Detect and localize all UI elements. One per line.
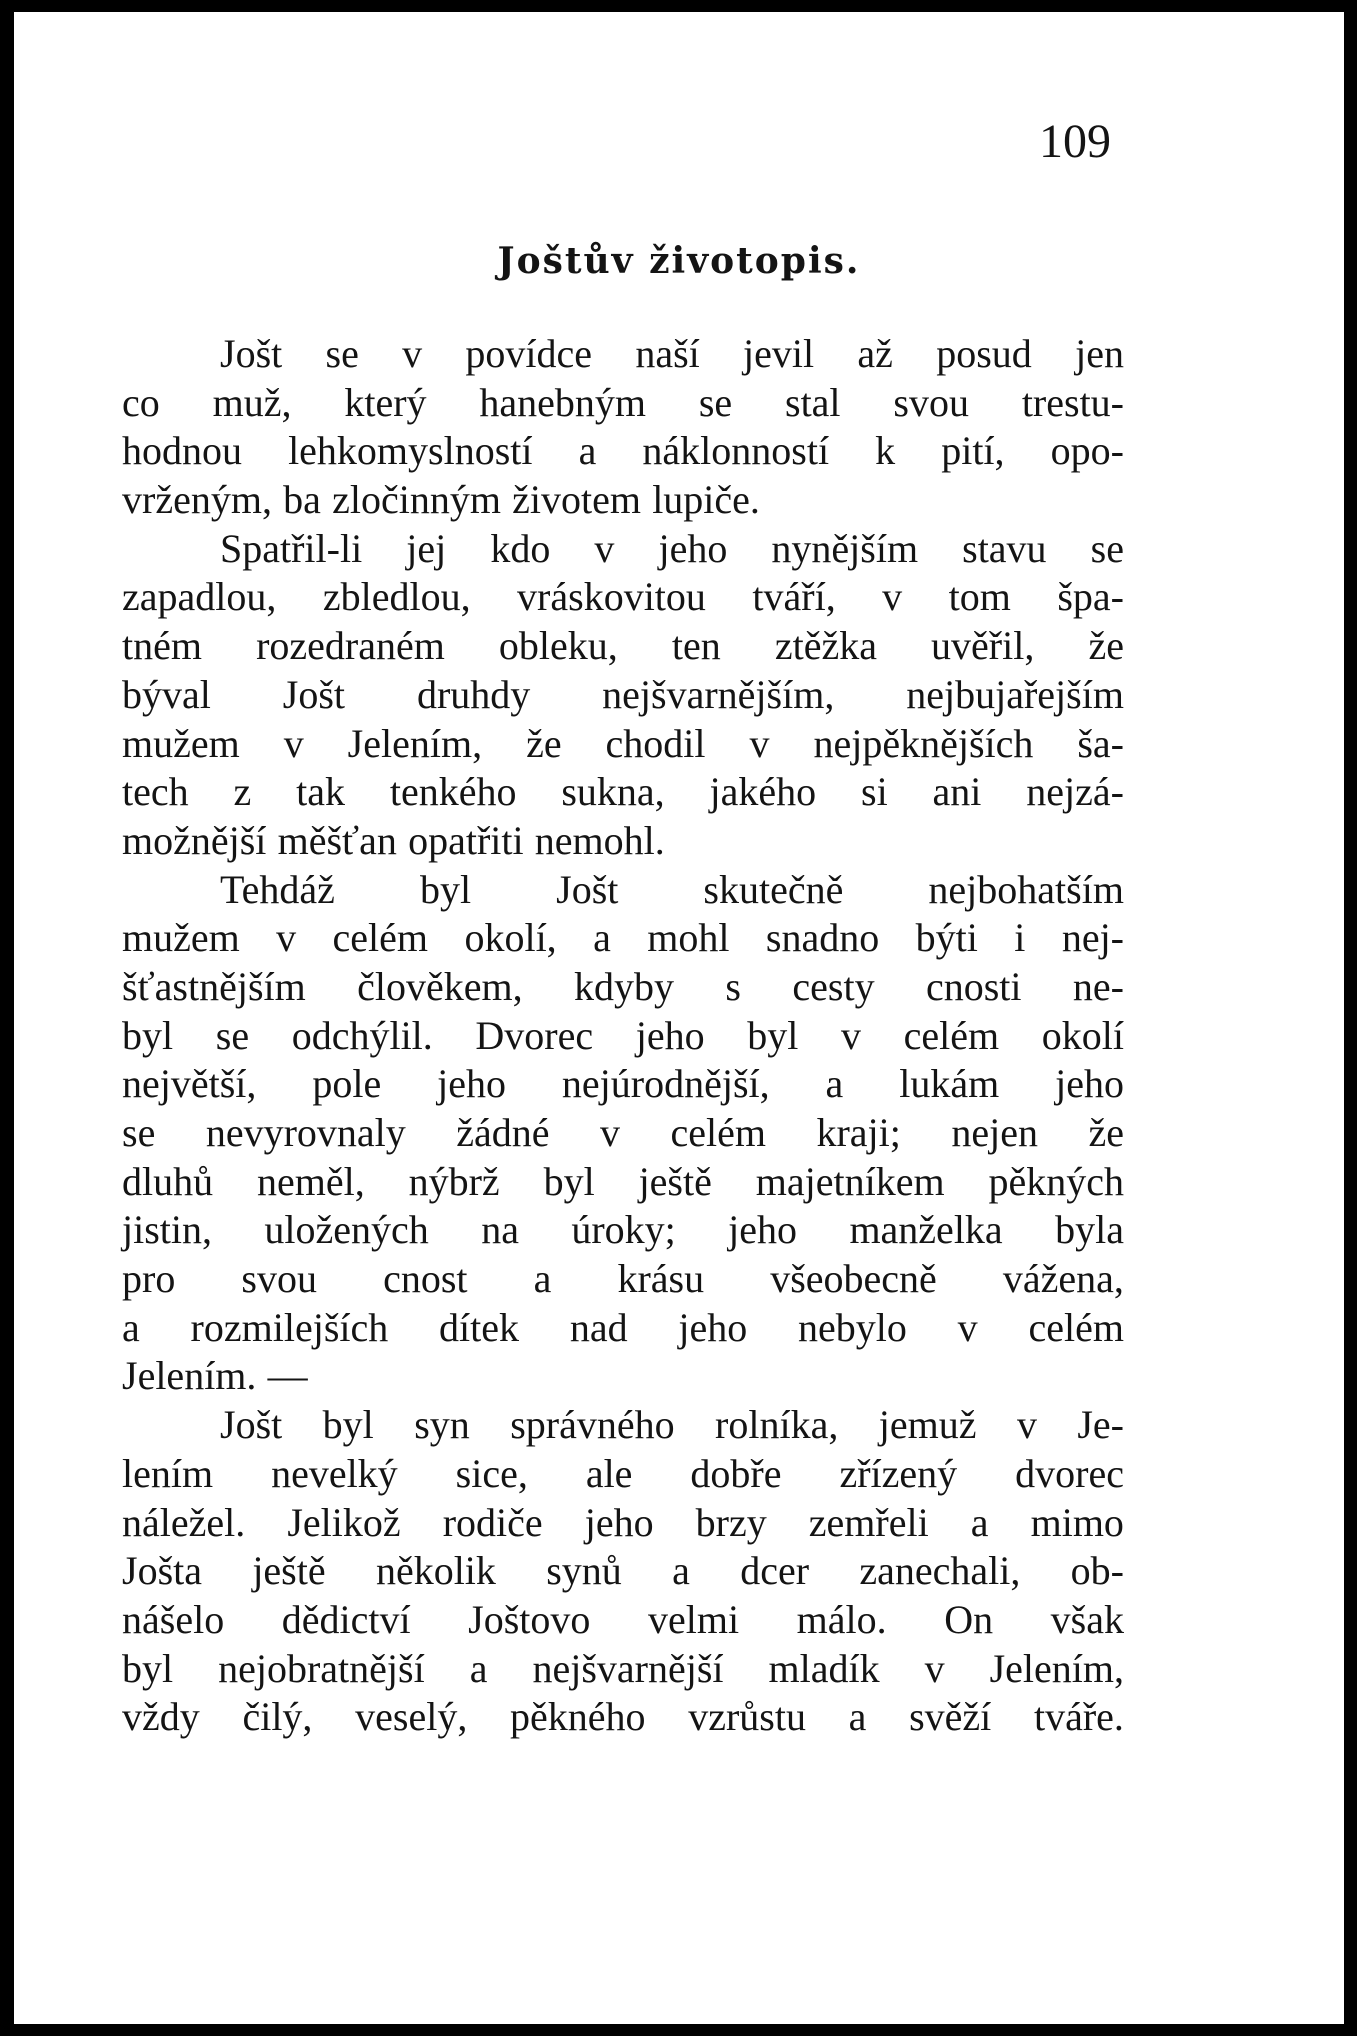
word: dobře [690,1450,782,1496]
word: brzy [695,1499,767,1545]
word: pěkných [988,1158,1124,1204]
word: ne- [1072,963,1124,1009]
word: a [848,1694,867,1740]
word: mohl [647,915,730,961]
word: životem [512,477,641,523]
word: nášelo [122,1596,225,1642]
text-line [122,817,1124,866]
word: ten [671,623,721,669]
word: nevelký [271,1450,398,1496]
word: v [957,1304,978,1350]
word: Jošt [282,671,346,717]
word: pití, [941,428,1005,474]
word: v [594,525,615,571]
word: rodiče [442,1499,543,1545]
text-line [122,1206,1124,1255]
word: v [882,574,903,620]
word: si [861,769,888,815]
word: vždy [122,1694,200,1740]
text-line [122,476,1124,525]
word: vráskovitou [517,574,706,620]
word: ba [283,477,321,523]
word: tech [122,769,189,815]
text-line [122,866,1124,915]
word: kraji; [816,1110,901,1155]
word: ob- [1070,1548,1124,1594]
page-number: 109 [1039,115,1111,168]
word: který [344,379,427,425]
word: pro [122,1256,176,1302]
text-line [122,427,1124,476]
word: a [593,915,611,961]
text-line [122,1499,1124,1548]
word: až [857,331,893,376]
word: obleku, [498,623,618,669]
word: vážena, [1002,1256,1124,1302]
word: sice, [455,1450,528,1496]
word: čilý, [242,1694,313,1740]
word: nejbujařejším [906,671,1124,717]
word: uvěřil, [931,623,1035,669]
word: mimo [1030,1499,1124,1545]
word: celém [670,1110,766,1155]
word: s [725,963,741,1009]
word: odchýlil. [291,1012,433,1058]
text-line [122,1304,1124,1353]
word: lukám [899,1061,1000,1107]
word: náležel. [122,1499,246,1545]
word: z [233,769,252,815]
word: posud [936,331,1032,376]
word: žádné [456,1110,550,1155]
word: trestu- [1021,379,1124,425]
book-page [14,12,1344,2024]
word: i [1014,915,1026,961]
word: hanebným [479,379,646,425]
word: sukna, [561,769,665,815]
word: nejúrodnější, [561,1061,770,1107]
word: jeho [1055,1061,1124,1107]
text-line [122,1255,1124,1304]
word: byl [122,1645,174,1691]
word: že [1088,623,1124,669]
word: se [1090,525,1124,571]
word: nejobratnější [218,1645,425,1691]
text-line [122,1693,1124,1742]
word: stavu [962,525,1047,571]
text-line [122,1060,1124,1109]
word: dcer [740,1548,810,1594]
word: mužem [122,915,240,961]
word: zřízený [839,1450,958,1496]
word: ještě [252,1548,326,1594]
word: nemohl. [534,817,665,863]
word: uložených [264,1207,429,1253]
word: svou [893,379,969,425]
word: a [672,1548,690,1594]
word: několik [375,1548,496,1594]
word: ani [932,769,982,815]
word: nynějším [771,525,919,571]
word: svěží [909,1694,992,1740]
word: On [944,1596,994,1642]
word: v [402,331,423,376]
body-text [122,330,1124,1742]
word: zemřeli [808,1499,929,1545]
word: muž, [212,379,292,425]
word: lehkomyslností [288,428,533,474]
word: tak [296,769,345,815]
word: v [600,1110,620,1155]
word: pole [312,1061,382,1107]
word: v [1016,1402,1037,1448]
word: Joštovo [468,1596,591,1642]
word: Dvorec [475,1012,594,1058]
word: se [325,331,359,376]
word: dluhů [122,1158,214,1204]
word: zločinným [332,477,501,523]
word: krásu [617,1256,705,1302]
word: byl [543,1158,595,1204]
word: špa- [1057,574,1124,620]
word: kdo [490,525,551,571]
text-line [122,720,1124,769]
word: málo. [796,1596,887,1642]
word: jeho [658,525,728,571]
word: svou [241,1256,317,1302]
word: hodnou [122,428,242,474]
word: jeho [635,1012,705,1058]
word: skutečně [703,866,844,912]
text-line [122,622,1124,671]
word: celém [1028,1304,1124,1350]
word: pěkného [510,1694,646,1740]
word: — [267,1353,308,1399]
text-line [122,914,1124,963]
word: dědictví [281,1596,411,1642]
word: okolí, [464,915,557,961]
word: kdyby [574,963,675,1009]
text-line [122,1450,1124,1499]
word: jen [1075,331,1124,376]
word: všeobecně [770,1256,937,1302]
word: na [481,1207,519,1253]
text-line [122,525,1124,574]
word: nejen [951,1110,1038,1155]
text-line [122,1109,1124,1158]
word: jeho [437,1061,506,1107]
word: náklonností [642,428,830,474]
word: mužem [122,720,240,766]
word: ztěžka [774,623,877,669]
word: lením [122,1450,214,1496]
word: šťastnějším [122,963,306,1009]
word: Je- [1077,1402,1124,1448]
text-line [122,963,1124,1012]
word: okolí [1041,1012,1124,1058]
word: k [875,428,896,474]
word: v [841,1012,862,1058]
word: syn [414,1402,470,1448]
word: zbledlou, [322,574,471,620]
word: v [283,720,304,766]
word: opatřiti [408,817,524,863]
word: dvorec [1015,1450,1124,1496]
word: a [825,1061,844,1107]
text-line [122,1547,1124,1596]
word: Tehdáž [220,866,335,912]
word: co [122,379,160,425]
word: jej [406,525,447,571]
word: nej- [1061,915,1124,961]
word: tenkého [389,769,517,815]
text-line [122,379,1124,428]
word: Jošta [122,1548,202,1594]
word: nejšvarnější [532,1645,724,1691]
text-line [122,1158,1124,1207]
word: a [533,1256,552,1302]
word: tváří, [752,574,836,620]
text-line [122,1401,1124,1450]
word: opo- [1050,428,1124,474]
word: naší [635,331,700,376]
word: nejbohatším [928,866,1124,912]
word: že [526,720,562,766]
word: lupiče. [652,477,760,523]
word: tom [948,574,1011,620]
word: jemuž [878,1402,977,1448]
word: jeho [678,1304,748,1350]
word: úroky; [571,1207,676,1253]
word: cesty [792,963,875,1009]
word: dítek [439,1304,520,1350]
word: snadno [765,915,880,961]
word: Jelením, [347,720,483,766]
text-line [122,330,1124,379]
word: Jošt [556,866,619,912]
word: rozmilejších [190,1304,389,1350]
word: zanechali, [859,1548,1021,1594]
word: tném [122,623,202,669]
word: veselý, [355,1694,468,1740]
word: byl [322,1402,374,1448]
word: vrženým, [122,477,272,523]
word: byl [122,1012,174,1058]
word: stal [785,379,841,425]
word: a [578,428,597,474]
word: zapadlou, [122,574,277,620]
text-line [122,671,1124,720]
word: povídce [465,331,593,376]
text-line [122,1596,1124,1645]
word: celém [903,1012,1000,1058]
word: jevil [743,331,815,376]
word: býval [122,671,211,717]
word: Jelením. [122,1353,257,1399]
word: vzrůstu [688,1694,806,1740]
word: rozedraném [256,623,445,669]
word: velmi [647,1596,740,1642]
word: Jelikož [287,1499,401,1545]
word: nýbrž [408,1158,500,1204]
word: neměl, [257,1158,365,1204]
text-line [122,573,1124,622]
word: majetníkem [755,1158,945,1204]
text-line [122,1352,1124,1401]
word: nejpěknějších [813,720,1034,766]
text-line [122,1012,1124,1061]
word: v [749,720,770,766]
word: člověkem, [357,963,523,1009]
text-line [122,768,1124,817]
word: cnosti [925,963,1022,1009]
word: nejšvarnějším, [602,671,835,717]
word: rolníka, [715,1402,839,1448]
word: nevyrovnaly [205,1110,406,1155]
word: a [469,1645,488,1691]
word: jeho [584,1499,654,1545]
word: Jošt [220,331,283,376]
word: byl [747,1012,799,1058]
word: tváře. [1033,1694,1124,1740]
word: Jošt [220,1402,283,1448]
word: v [276,915,297,961]
word: Jelením, [989,1645,1124,1691]
word: jakého [709,769,817,815]
word: byl [419,866,472,912]
word: že [1088,1110,1124,1155]
word: a [970,1499,989,1545]
word: měšťan [277,817,397,863]
word: byla [1055,1207,1124,1253]
word: mladík [768,1645,880,1691]
word: se [215,1012,250,1058]
word: ještě [638,1158,712,1204]
word: druhdy [416,671,531,717]
word: jeho [728,1207,798,1253]
word: nebylo [798,1304,907,1350]
word: a [122,1304,140,1350]
word: se [698,379,733,425]
word: správného [510,1402,675,1448]
word: býti [915,915,978,961]
word: se [122,1110,156,1155]
word: synů [546,1548,622,1594]
word: cnost [383,1256,468,1302]
word: v [924,1645,945,1691]
word: Spatřil-li [220,525,363,571]
word: chodil [605,720,706,766]
word: ša- [1077,720,1124,766]
chapter-title: Joštův životopis. [497,240,861,282]
word: však [1050,1596,1124,1642]
word: největší, [122,1061,257,1107]
word: nejzá- [1026,769,1124,815]
word: nad [569,1304,628,1350]
word: možnější [122,817,267,863]
word: ale [585,1450,633,1496]
word: manželka [849,1207,1003,1253]
word: celém [332,915,429,961]
word: jistin, [122,1207,213,1253]
text-line [122,1645,1124,1694]
